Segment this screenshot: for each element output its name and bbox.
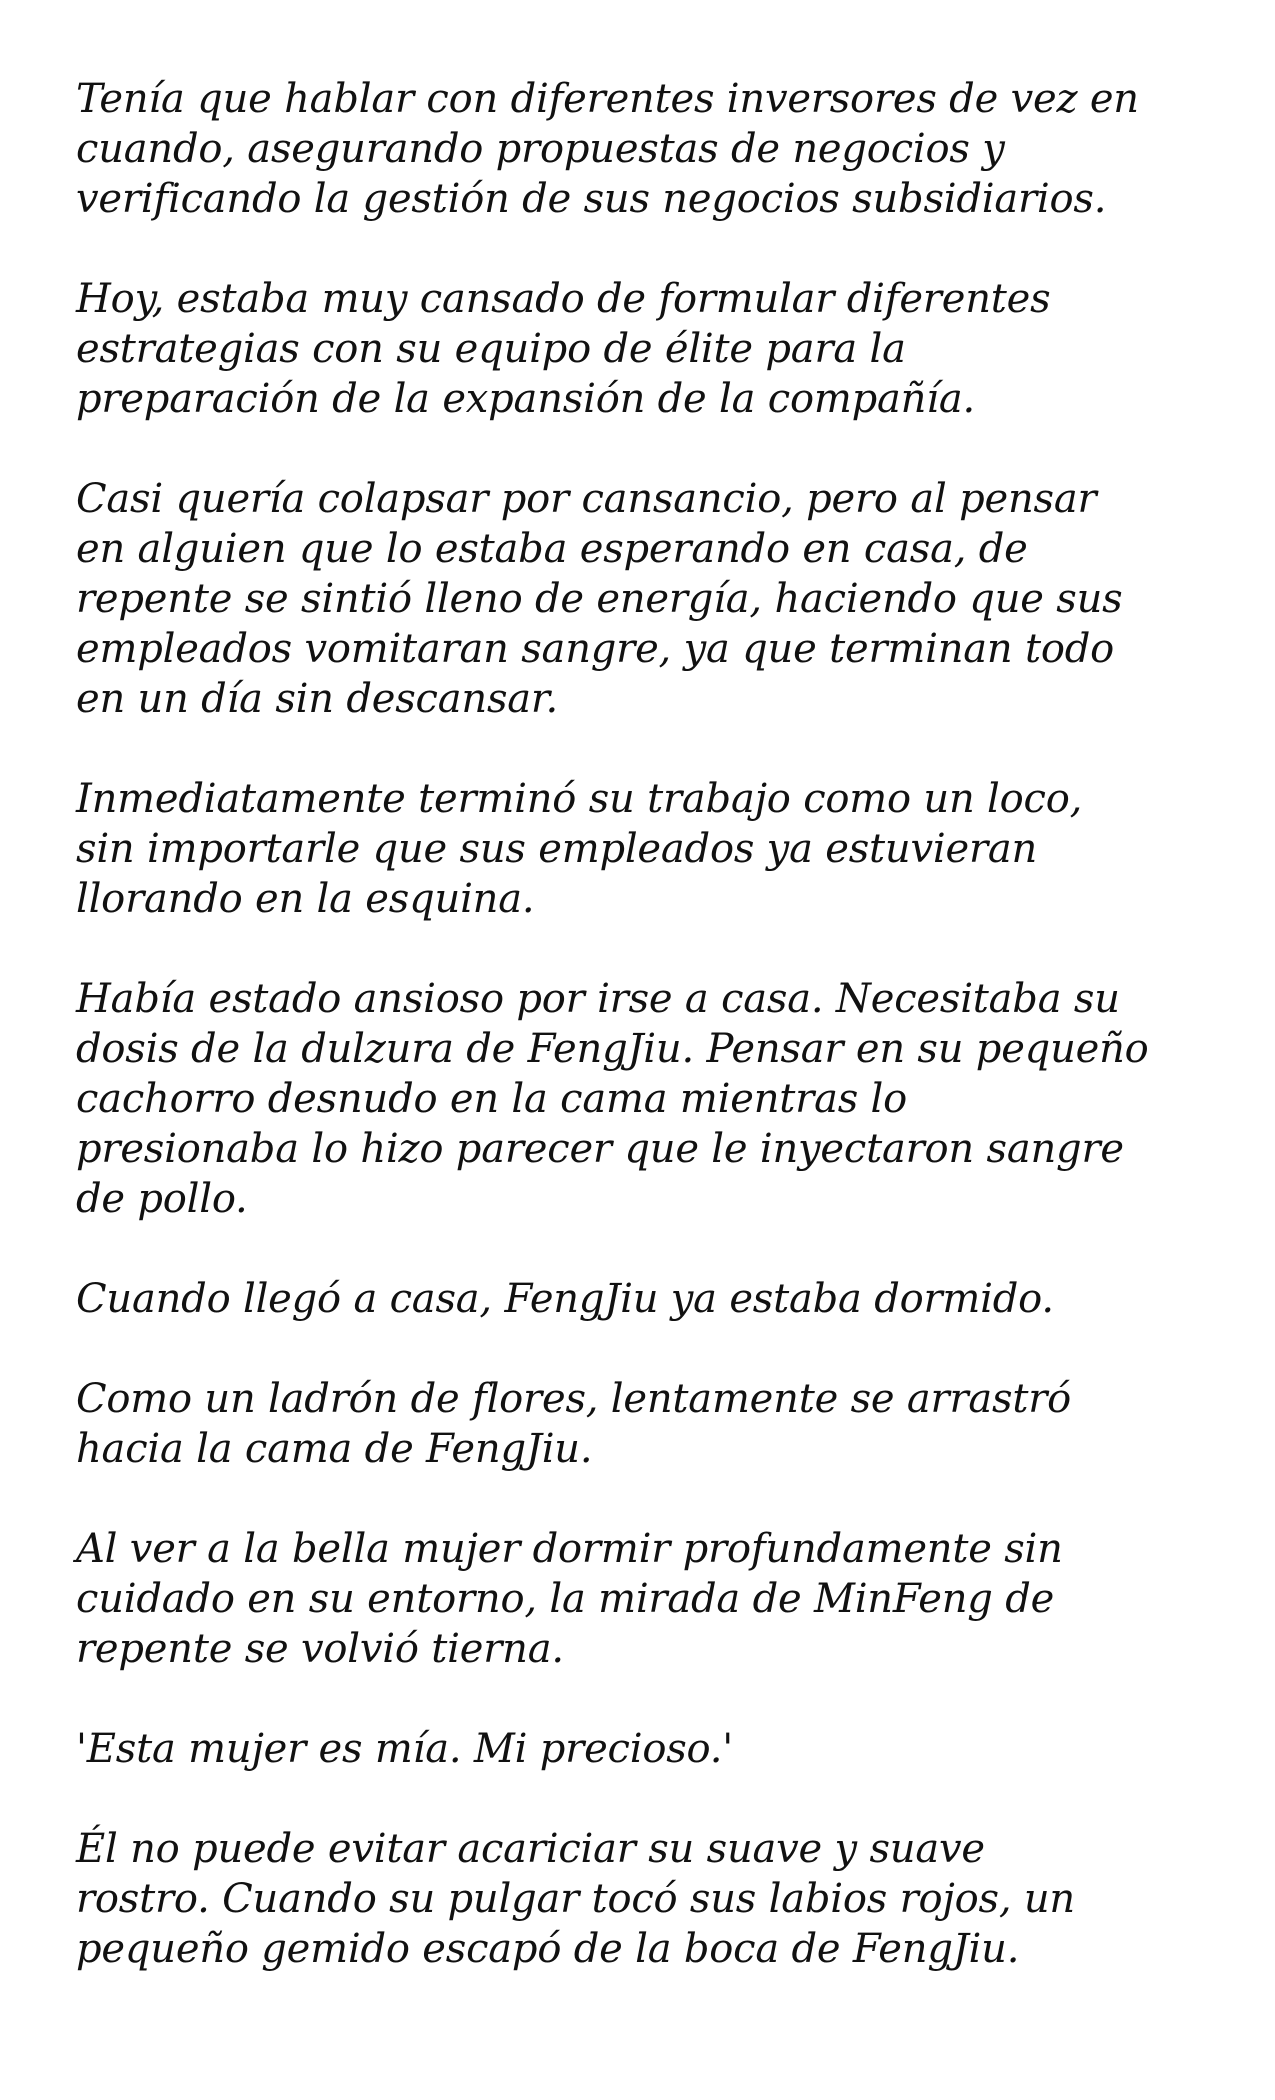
paragraph: Tenía que hablar con diferentes inversores de vez en cuando, asegurando propuestas de negocios y verificando la gestión de sus negocios subsidiarios. xyxy=(76,76,1139,222)
paragraph: Cuando llegó a casa, FengJiu ya estaba dormido. xyxy=(76,1276,1054,1322)
paragraph: Inmediatamente terminó su trabajo como un loco, sin importarle que sus empleados ya estuvieran llorando en la esquina. xyxy=(76,776,1083,922)
paragraph: Hoy, estaba muy cansado de formular diferentes estrategias con su equipo de élite para la preparación de la expansión de la compañía. xyxy=(76,276,1051,422)
paragraph: 'Esta mujer es mía. Mi precioso.' xyxy=(76,1726,734,1772)
paragraph: Casi quería colapsar por cansancio, pero al pensar en alguien que lo estaba esperando en casa, de repente se sintió lleno de energía, haciendo que sus empleados vomitaran sangre, ya que terminan todo en un día sin descansar. xyxy=(76,476,1123,722)
paragraph: Había estado ansioso por irse a casa. Necesitaba su dosis de la dulzura de FengJiu. Pensar en su pequeño cachorro desnudo en la cama mientras lo presionaba lo hizo parecer que le inyectaron sangre de pollo. xyxy=(76,976,1149,1222)
paragraph: Como un ladrón de flores, lentamente se arrastró hacia la cama de FengJiu. xyxy=(76,1376,1072,1472)
paragraph: Al ver a la bella mujer dormir profundamente sin cuidado en su entorno, la mirada de MinFeng de repente se volvió tierna. xyxy=(76,1526,1063,1672)
story-text xyxy=(76,74,1226,2024)
paragraph: Él no puede evitar acariciar su suave y suave rostro. Cuando su pulgar tocó sus labios rojos, un pequeño gemido escapó de la boca de FengJiu. xyxy=(76,1826,1075,1972)
